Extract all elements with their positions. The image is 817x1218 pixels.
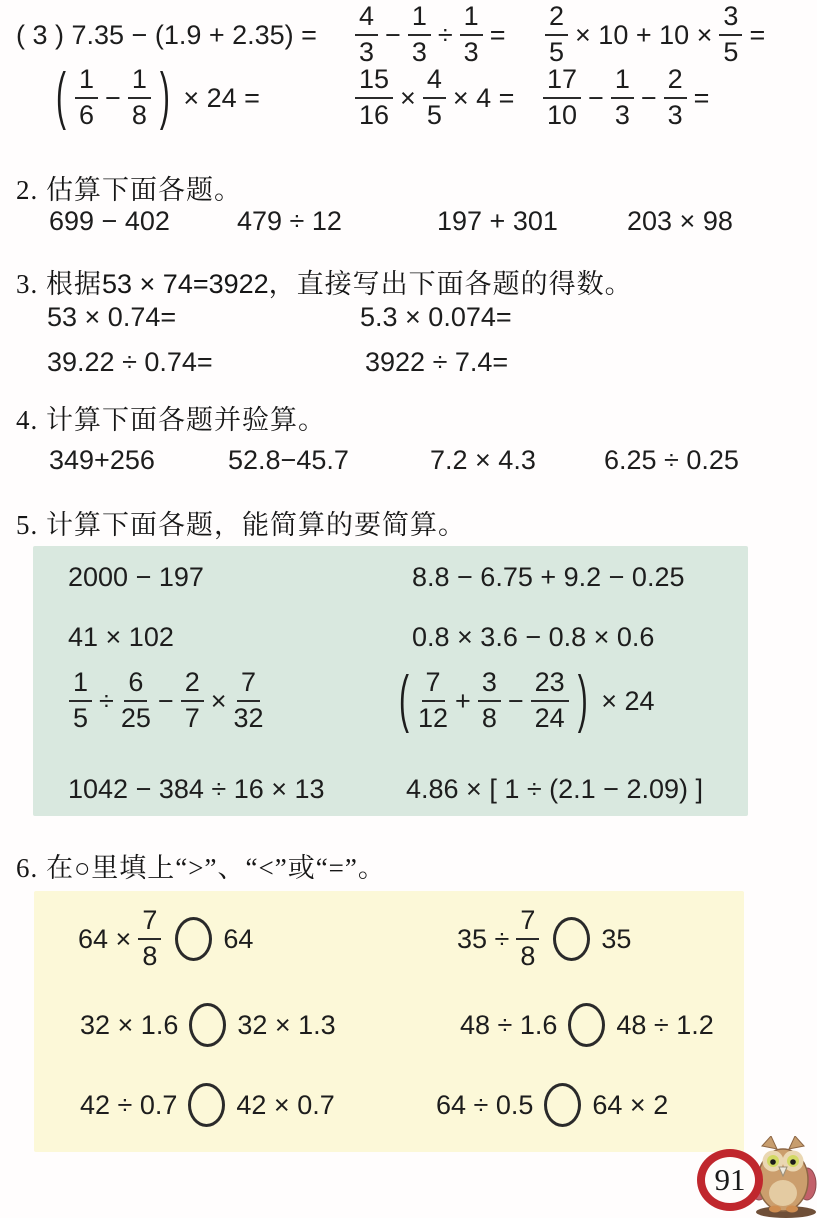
math-token: 64 × [78,923,132,954]
q6-compare-r3c1 [78,1083,337,1127]
problem-p3-r2c1 [52,62,262,132]
fraction [460,3,483,66]
fraction-numerator: 2 [664,66,687,99]
question-3-heading [16,262,633,301]
fraction-numerator: 7 [138,907,161,940]
math-token: 32 × 1.6 [80,1009,179,1040]
fraction [408,3,431,66]
q4-problem-3: 7.2 × 4.3 [430,445,536,475]
fraction [516,907,539,970]
fraction [355,3,378,66]
fraction [69,669,92,732]
big-paren: ( [399,665,409,735]
fraction-numerator: 1 [75,66,98,99]
math-token: + [455,685,471,716]
fraction-denominator: 32 [233,703,264,733]
math-token: ÷ [437,19,453,50]
fraction-denominator: 3 [614,100,630,130]
fraction [545,3,568,66]
math-token: 42 ÷ 0.7 [80,1089,178,1120]
q6-compare-r1c2 [455,906,633,972]
fraction [138,907,161,970]
math-token: × [210,685,227,716]
big-paren: ) [577,665,588,735]
fraction-denominator: 8 [131,100,147,130]
math-token: − [385,19,401,50]
question-4-heading: 4. 计算下面各题并验算。 [16,405,326,435]
problem-p3-r1c3 [540,2,767,68]
fraction-numerator: 1 [460,3,483,36]
fraction-numerator: 1 [611,66,634,99]
fraction-denominator: 24 [534,703,565,733]
fraction-numerator: 3 [478,669,501,702]
fraction-denominator: 16 [359,100,390,130]
fraction [531,669,569,732]
math-token: × 24 = [175,82,260,113]
fraction-denominator: 5 [549,37,565,67]
fraction-numerator: 4 [355,3,378,36]
fraction-numerator: 23 [531,669,569,702]
math-token: = [489,19,506,50]
page-number: 91 [714,1162,746,1197]
math-token: − [640,82,657,113]
q2-problem-3: 197 + 301 [437,206,558,236]
math-token: − [157,685,174,716]
fraction-numerator: 1 [128,66,151,99]
math-token: 32 × 1.3 [237,1009,336,1040]
math-token: × [400,82,416,113]
q2-problem-2: 479 ÷ 12 [237,206,342,236]
q3-problem-2: 5.3 × 0.074= [360,302,512,332]
q5-problem-r2c2: 0.8 × 3.6 − 0.8 × 0.6 [412,622,655,652]
q3-problem-3: 39.22 ÷ 0.74= [47,347,213,377]
comparison-answer-circle [544,1083,581,1127]
fraction-numerator: 15 [355,66,393,99]
fraction-numerator: 7 [516,907,539,940]
problem-p3-r1c2 [350,2,507,68]
fraction-denominator: 5 [73,703,89,733]
comparison-answer-circle [568,1003,605,1047]
question-2-heading: 2. 估算下面各题。 [16,175,242,205]
q3-problem-4: 3922 ÷ 7.4= [365,347,509,377]
fraction-numerator: 2 [181,669,204,702]
math-token: − [588,82,604,113]
q6-compare-r1c1 [76,906,255,972]
fraction [543,66,581,129]
fraction-numerator: 17 [543,66,581,99]
q5-problem-r2c1: 41 × 102 [68,622,174,652]
math-token: − [105,82,121,113]
fraction-denominator: 6 [79,100,95,130]
problem-p3-r2c3 [538,65,711,131]
fraction-numerator: 7 [237,669,260,702]
fraction [121,669,151,732]
fraction [181,669,204,732]
q2-problem-1: 699 − 402 [49,206,170,236]
q3-problem-1: 53 × 0.74= [47,302,177,332]
math-token: × 10 + 10 × [575,19,713,50]
q5-problem-r3c2 [395,665,657,735]
q5-problem-r1c1: 2000 − 197 [68,562,204,592]
fraction [75,66,98,129]
math-token: 64 [223,923,254,954]
fraction-numerator: 2 [545,3,568,36]
q3-heading-suffix: ，直接写出下面各题的得数。 [268,269,633,299]
math-token: × 4 = [452,82,515,113]
fraction-denominator: 8 [481,703,497,733]
page-number-badge [697,1149,763,1211]
q5-problem-r1c2: 8.8 − 6.75 + 9.2 − 0.25 [412,562,685,592]
q4-problem-4: 6.25 ÷ 0.25 [604,445,739,475]
big-paren: ( [56,62,66,132]
comparison-answer-circle [553,917,590,961]
q6-compare-r2c1 [78,1003,338,1047]
math-token: 64 ÷ 0.5 [436,1089,534,1120]
math-token: × 24 [593,685,655,716]
math-token: = [749,19,766,50]
math-token: 42 × 0.7 [236,1089,335,1120]
q5-problem-r4c1: 1042 − 384 ÷ 16 × 13 [68,774,325,804]
fraction-numerator: 3 [719,3,742,36]
fraction-denominator: 3 [411,37,427,67]
comparison-answer-circle [189,1003,226,1047]
fraction-numerator: 1 [69,669,92,702]
fraction-denominator: 8 [520,941,536,971]
fraction-denominator: 3 [463,37,479,67]
fraction-denominator: 7 [184,703,200,733]
fraction-denominator: 8 [142,941,158,971]
fraction-numerator: 4 [423,66,446,99]
q4-problem-1: 349+256 [49,445,155,475]
question-5-heading: 5. 计算下面各题，能简算的要简算。 [16,510,466,540]
fraction-numerator: 7 [422,669,445,702]
fraction [234,669,264,732]
fraction [478,669,501,732]
fraction [423,66,446,129]
comparison-answer-circle [175,917,212,961]
big-paren: ) [159,62,170,132]
fraction-denominator: 3 [667,100,683,130]
q6-compare-r3c2 [434,1083,670,1127]
fraction-denominator: 25 [120,703,151,733]
problem-p3-r2c2 [350,65,516,131]
problem-p3-r1c1 [14,2,319,68]
q5-problem-r4c2: 4.86 × [ 1 ÷ (2.1 − 2.09) ] [406,774,703,804]
fraction-denominator: 5 [426,100,442,130]
math-token: 35 [601,923,632,954]
fraction-denominator: 3 [359,37,375,67]
fraction [418,669,448,732]
math-token: = [693,82,710,113]
fraction-denominator: 12 [418,703,449,733]
q2-problem-4: 203 × 98 [627,206,733,236]
fraction [611,66,634,129]
fraction-denominator: 5 [723,37,739,67]
q3-heading-math: 53 × 74=3922 [102,269,269,299]
math-token: ( 3 ) 7.35 − (1.9 + 2.35) = [16,19,317,50]
comparison-answer-circle [188,1083,225,1127]
question-6-heading: 6. 在○里填上“>”、“<”或“=”。 [16,853,386,883]
fraction [664,66,687,129]
fraction [355,66,393,129]
math-token: 64 × 2 [592,1089,669,1120]
math-token: − [507,685,524,716]
math-token: 48 ÷ 1.6 [460,1009,558,1040]
q4-problem-2: 52.8−45.7 [228,445,349,475]
fraction-numerator: 6 [124,669,147,702]
fraction-denominator: 10 [547,100,578,130]
math-token: ÷ [99,685,114,716]
math-token: 35 ÷ [457,923,510,954]
q6-compare-r2c2 [458,1003,716,1047]
q5-problem-r3c1 [64,668,269,734]
fraction [128,66,151,129]
math-token: 48 ÷ 1.2 [616,1009,714,1040]
fraction-numerator: 1 [408,3,431,36]
q3-heading-prefix: 3. 根据 [16,269,102,299]
fraction [719,3,742,66]
